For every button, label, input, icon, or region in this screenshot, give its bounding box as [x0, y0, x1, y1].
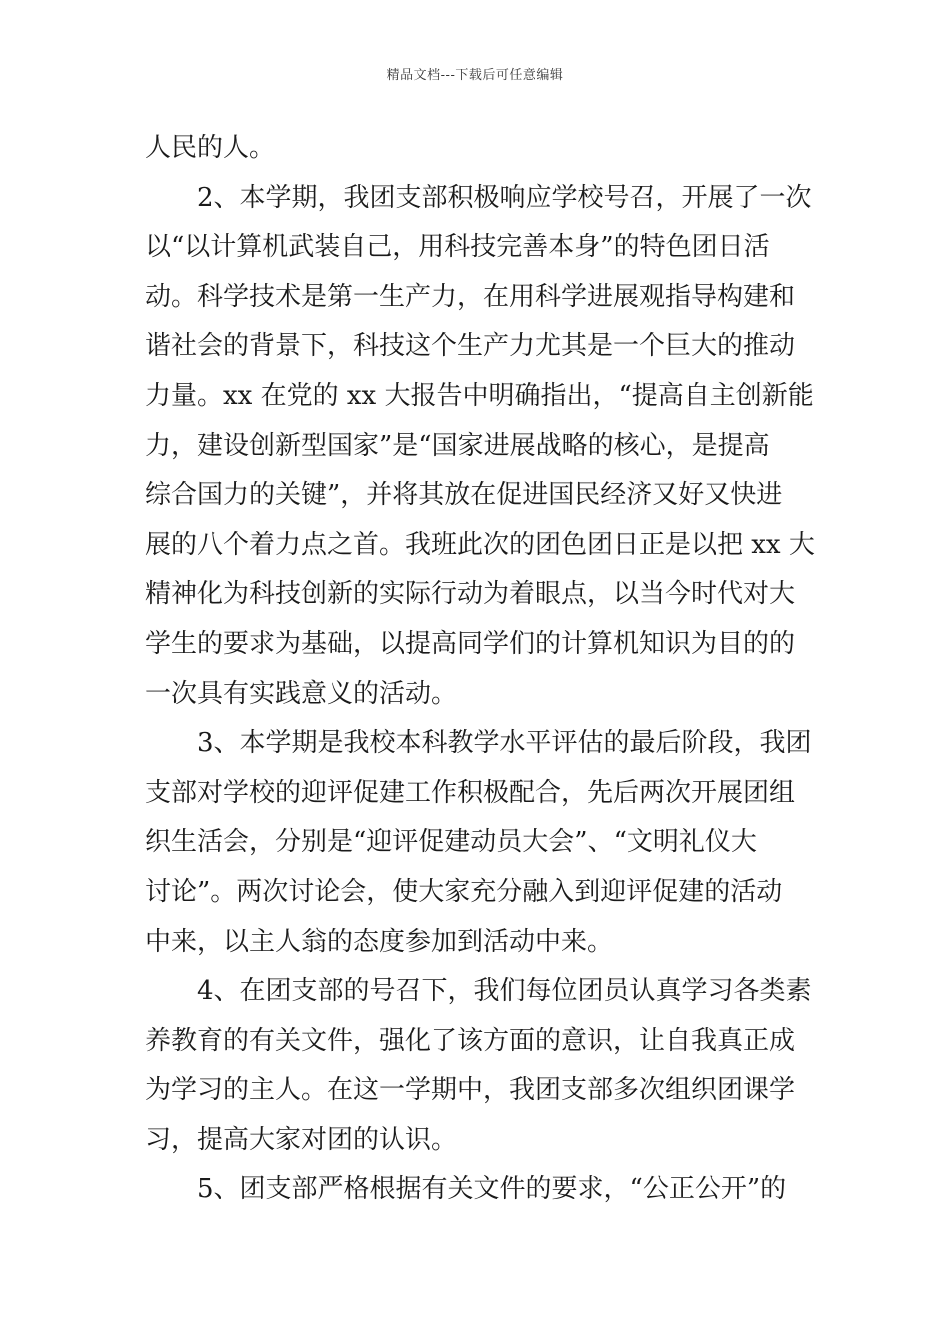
document-body — [145, 124, 815, 1215]
text-line: 动。科学技术是第一生产力，在用科学进展观指导构建和 — [145, 281, 796, 312]
text-line: 养教育的有关文件，强化了该方面的意识，让自我真正成 — [145, 1025, 796, 1056]
text-line: 一次具有实践意义的活动。 — [145, 678, 458, 709]
paragraph-start-line: 2、本学期，我团支部积极响应学校号召，开展了一次 — [197, 182, 812, 213]
text-line: 精神化为科技创新的实际行动为着眼点，以当今时代对大 — [145, 579, 796, 610]
text-line: 织生活会，分别是“迎评促建动员大会”、“文明礼仪大 — [145, 827, 757, 858]
text-line: 学生的要求为基础，以提高同学们的计算机知识为目的的 — [145, 628, 796, 659]
text-line: 中来，以主人翁的态度参加到活动中来。 — [145, 926, 614, 957]
text-line: 支部对学校的迎评促建工作积极配合，先后两次开展团组 — [145, 777, 796, 808]
text-line: 综合国力的关键”，并将其放在促进国民经济又好又快进 — [145, 480, 783, 511]
text-line: 力量。xx 在党的 xx 大报告中明确指出，“提高自主创新能 — [145, 380, 814, 411]
text-line: 以“以计算机武装自己，用科技完善本身”的特色团日活 — [145, 232, 770, 263]
text-line: 习，提高大家对团的认识。 — [145, 1124, 458, 1155]
text-line: 讨论”。两次讨论会，使大家充分融入到迎评促建的活动 — [145, 876, 783, 907]
page-header: 精品文档---下载后可任意编辑 — [386, 68, 564, 83]
paragraph-start-line: 4、在团支部的号召下，我们每位团员认真学习各类素 — [197, 976, 812, 1007]
paragraph-start-line: 3、本学期是我校本科教学水平评估的最后阶段，我团 — [197, 728, 812, 759]
paragraph-start-line: 5、团支部严格根据有关文件的要求，“公正公开”的 — [197, 1174, 787, 1205]
text-line: 力，建设创新型国家”是“国家进展战略的核心，是提高 — [145, 430, 770, 461]
text-line: 展的八个着力点之首。我班此次的团色团日正是以把 xx 大 — [145, 529, 815, 560]
text-line: 人民的人。 — [145, 133, 276, 163]
text-line: 谐社会的背景下，科技这个生产力尤其是一个巨大的推动 — [145, 331, 796, 362]
text-line: 为学习的主人。在这一学期中，我团支部多次组织团课学 — [145, 1075, 796, 1106]
